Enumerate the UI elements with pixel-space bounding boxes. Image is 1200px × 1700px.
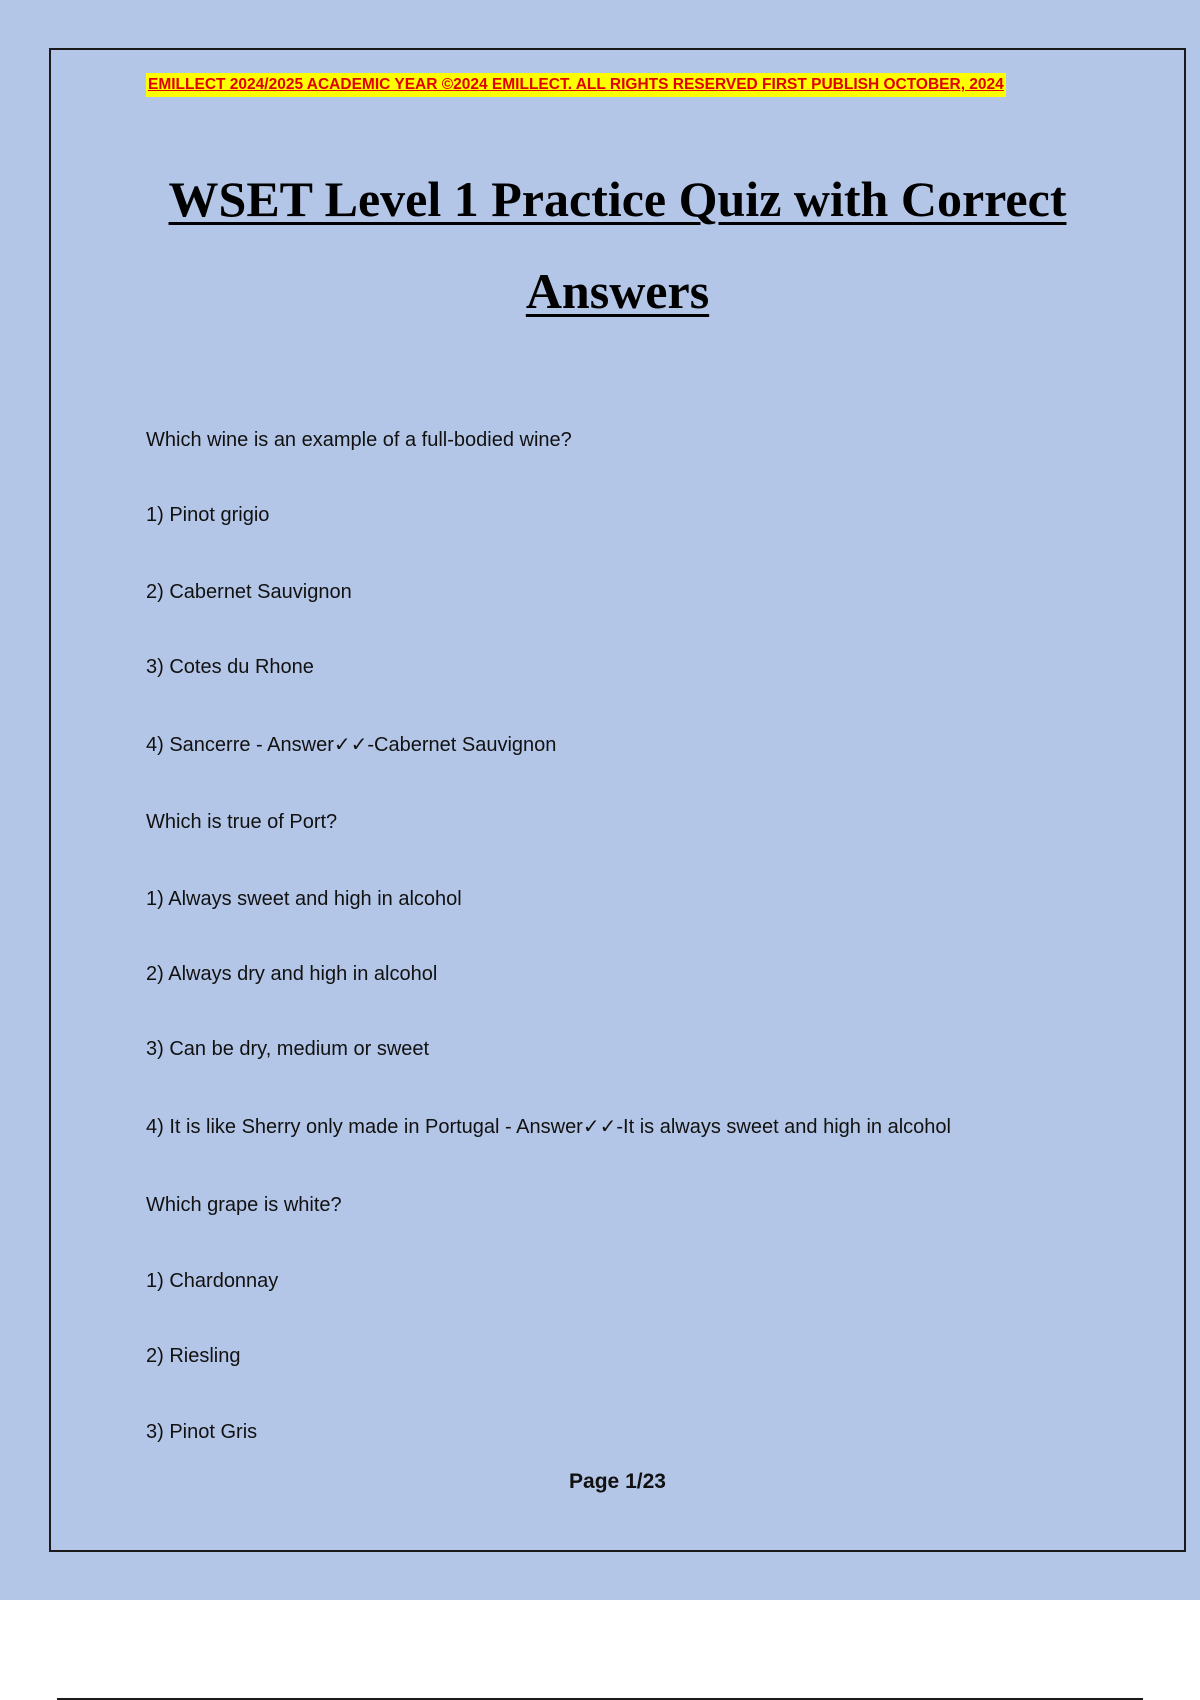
answer-option: 2) Riesling — [146, 1345, 241, 1367]
copyright-banner: EMILLECT 2024/2025 ACADEMIC YEAR ©2024 EMILLECT. ALL RIGHTS RESERVED FIRST PUBLISH OCTOBER, 2024 — [146, 73, 1006, 97]
question-text: Which is true of Port? — [146, 811, 338, 833]
answer-option-with-correct-answer: 4) It is like Sherry only made in Portugal - Answer✓✓-It is always sweet and high in alcohol — [146, 1116, 951, 1138]
document-title-line-2: Answers — [525, 263, 710, 319]
answer-option-with-correct-answer: 4) Sancerre - Answer✓✓-Cabernet Sauvignon — [146, 734, 557, 756]
answer-option: 1) Pinot grigio — [146, 504, 270, 526]
page-number: Page 1/23 — [569, 1470, 666, 1493]
answer-option: 1) Always sweet and high in alcohol — [146, 888, 462, 910]
answer-option: 3) Can be dry, medium or sweet — [146, 1038, 430, 1060]
answer-option: 2) Cabernet Sauvignon — [146, 581, 352, 603]
question-text: Which grape is white? — [146, 1194, 342, 1216]
question-text: Which wine is an example of a full-bodied wine? — [146, 429, 572, 451]
answer-option: 3) Cotes du Rhone — [146, 656, 314, 678]
answer-option: 3) Pinot Gris — [146, 1421, 258, 1443]
answer-option: 2) Always dry and high in alcohol — [146, 963, 438, 985]
answer-option: 1) Chardonnay — [146, 1270, 279, 1292]
document-title-line-1: WSET Level 1 Practice Quiz with Correct — [168, 171, 1067, 227]
